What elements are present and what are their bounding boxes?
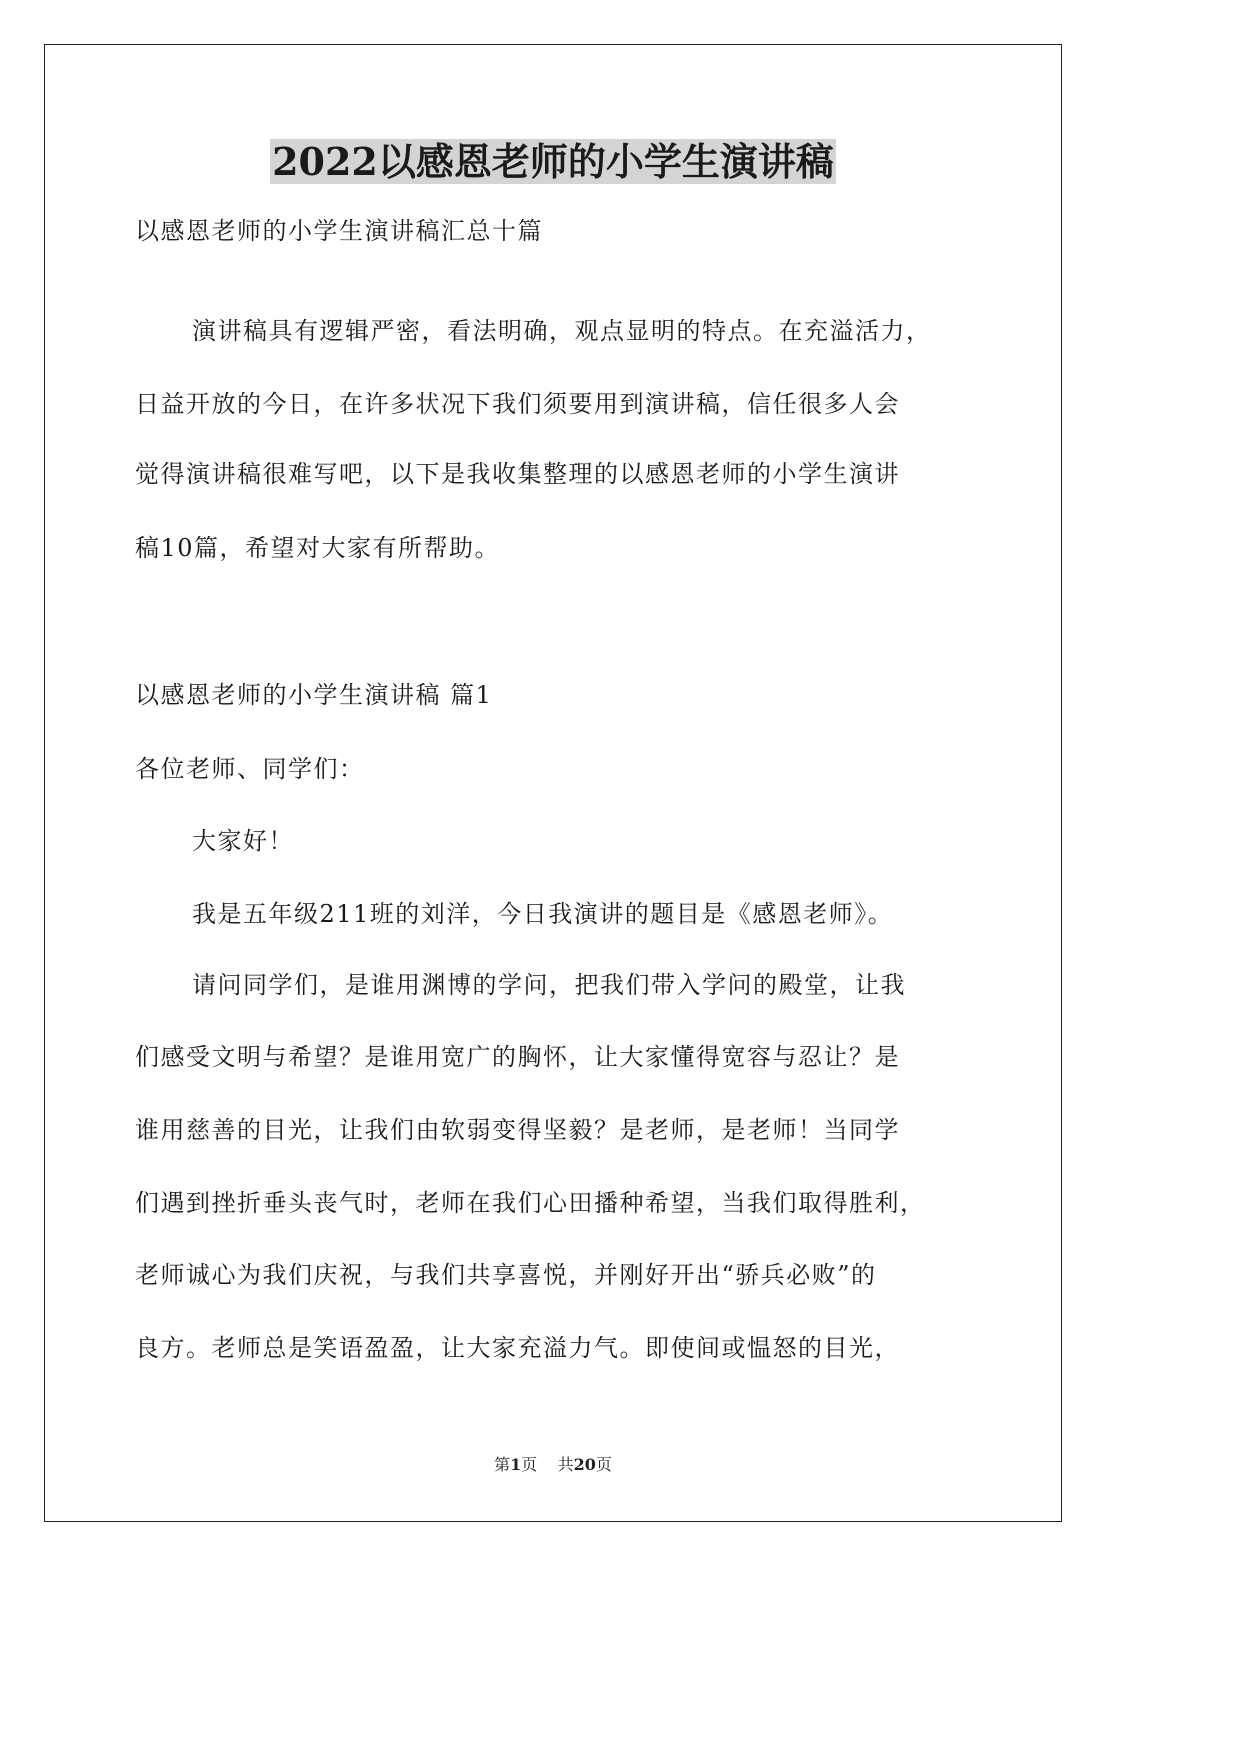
intro-line: 觉得演讲稿很难写吧，以下是我收集整理的以感恩老师的小学生演讲 — [135, 460, 900, 488]
speech-line: 谁用慈善的目光，让我们由软弱变得坚毅？是老师，是老师！当同学 — [135, 1116, 900, 1144]
footer-mid: 页 共 — [521, 1455, 574, 1474]
speech-hello: 大家好！ — [192, 827, 294, 855]
intro-line: 稿10篇，希望对大家有所帮助。 — [135, 534, 501, 562]
speech-greeting: 各位老师、同学们： — [135, 755, 365, 783]
document-subtitle: 以感恩老师的小学生演讲稿汇总十篇 — [135, 217, 543, 245]
section-heading: 以感恩老师的小学生演讲稿 篇1 — [135, 681, 493, 709]
footer-suffix: 页 — [595, 1455, 612, 1474]
intro-line: 日益开放的今日，在许多状况下我们须要用到演讲稿，信任很多人会 — [135, 390, 900, 418]
footer-total-pages: 20 — [573, 1455, 596, 1474]
document-title-text: 2022以感恩老师的小学生演讲稿 — [272, 139, 834, 184]
footer-page-number: 1 — [510, 1455, 522, 1474]
document-title — [0, 136, 1106, 188]
speech-line: 请问同学们，是谁用渊博的学问，把我们带入学问的殿堂，让我 — [192, 971, 906, 999]
intro-line: 演讲稿具有逻辑严密，看法明确，观点显明的特点。在充溢活力， — [192, 317, 932, 345]
speech-line: 们遇到挫折垂头丧气时，老师在我们心田播种希望，当我们取得胜利， — [135, 1189, 926, 1217]
speech-line: 们感受文明与希望？是谁用宽广的胸怀，让大家懂得宽容与忍让？是 — [135, 1043, 900, 1071]
footer-prefix: 第 — [494, 1455, 511, 1474]
speech-self-intro: 我是五年级211班的刘洋，今日我演讲的题目是《感恩老师》。 — [192, 900, 894, 928]
page-footer — [0, 1452, 1106, 1475]
speech-line: 老师诚心为我们庆祝，与我们共享喜悦，并刚好开出“骄兵必败”的 — [135, 1261, 877, 1289]
speech-line: 良方。老师总是笑语盈盈，让大家充溢力气。即使间或愠怒的目光， — [135, 1334, 900, 1362]
